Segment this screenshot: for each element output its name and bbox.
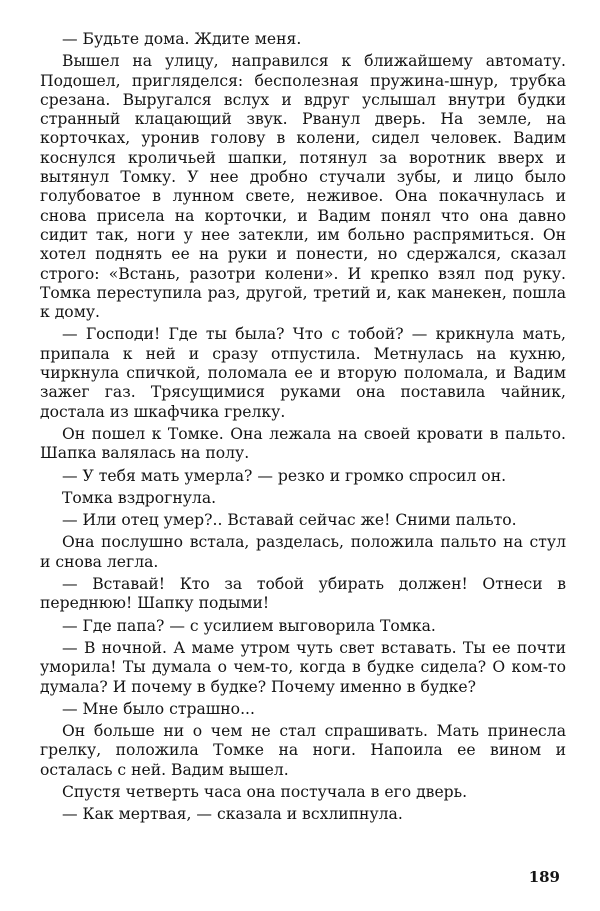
paragraph-8: Она послушно встала, разделась, положила пальто на стул и снова легла. xyxy=(40,533,566,571)
paragraph-9: — Вставай! Кто за тобой убирать должен! Отнеси в переднюю! Шапку подыми! xyxy=(40,575,566,613)
paragraph-10: — Где папа? — с усилием выговорила Томка. xyxy=(62,616,436,635)
paragraph-6: Томка вздрогнула. xyxy=(62,488,217,507)
book-page-text xyxy=(40,30,566,828)
paragraph-7: — Или отец умер?.. Вставай сейчас же! Сними пальто. xyxy=(62,511,517,530)
page-number: 189 xyxy=(528,868,560,886)
paragraph-14: Спустя четверть часа она постучала в его дверь. xyxy=(62,782,468,801)
paragraph-11: — В ночной. А маме утром чуть свет вставать. Ты ее почти уморила! Ты думала о чем-то, когда в будке сидела? О ком-то думала? И почему в будке? Почему именно в будке? xyxy=(40,638,566,696)
paragraph-15: — Как мертвая, — сказала и всхлипнула. xyxy=(62,805,403,824)
paragraph-13: Он больше ни о чем не стал спрашивать. Мать принесла грелку, положила Томке на ноги. Напоила ее вином и осталась с ней. Вадим вышел. xyxy=(40,722,566,779)
paragraph-1: — Будьте дома. Ждите меня. xyxy=(62,30,302,48)
paragraph-5: — У тебя мать умерла? — резко и громко спросил он. xyxy=(62,466,507,485)
paragraph-2: Вышел на улицу, направился к ближайшему автомату. Подошел, пригляделся: бесполезная пружина-шнур, трубка срезана. Выругался вслух и вдруг услышал внутри будки странный клацающий звук. Рванул дверь. На земле, на корточках, уронив голову в колени, сидел человек. Вадим коснулся кроличьей шапки, потянул за воротник вверх и вытянул Томку. У нее дробно стучали зубы, и лицо было голубоватое в лунном свете, неживое. Она покачнулась и снова присела на корточки, и Вадим понял что она давно сидит так, ноги у нее затекли, им больно распрямиться. Он хотел поднять ее на руки и понести, но сдержался, сказал строго: «Встань, разотри колени». И крепко взял под руку. Томка переступила раз, другой, третий и, как манекен, пошла к дому. xyxy=(40,52,566,322)
paragraph-12: — Мне было страшно... xyxy=(62,699,255,718)
paragraph-3: — Господи! Где ты была? Что с тобой? — крикнула мать, припала к ней и сразу отпустила. Метнулась на кухню, чиркнула спичкой, поломала ее и вторую поломала, и Вадим зажег газ. Трясущимися руками она поставила чайник, достала из шкафчика грелку. xyxy=(40,325,566,421)
paragraph-4: Он пошел к Томке. Она лежала на своей кровати в пальто. Шапка валялась на полу. xyxy=(40,424,566,463)
